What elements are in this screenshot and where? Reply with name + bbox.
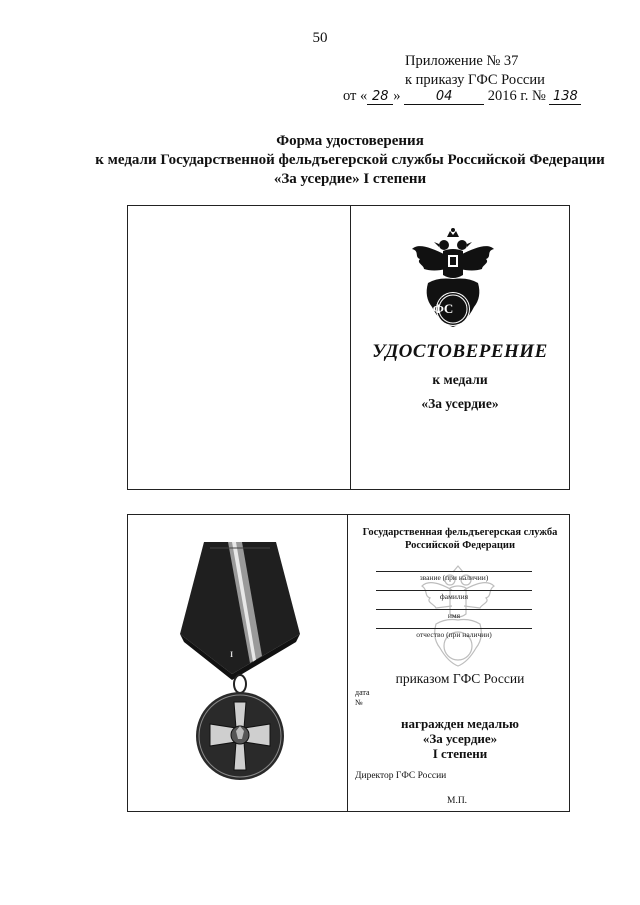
field-surname: фамилия [439, 592, 469, 601]
page-number: 50 [312, 30, 328, 46]
title-line-3: «За усердие» I степени [273, 171, 427, 187]
awarded-line-2: «За усердие» [422, 731, 498, 746]
order-year: 2016 г. № [487, 88, 546, 104]
appendix-order-ref: к приказу ГФС России [405, 72, 545, 88]
decree-line: приказом ГФС России [395, 671, 525, 686]
appendix-title: Приложение № 37 [405, 53, 519, 69]
organization-name [350, 526, 570, 552]
awarded-line-1: награжден медалью [401, 716, 519, 731]
title-line-2: к медали Государственной фельдъегерской службы Российской Федерации [95, 152, 605, 168]
order-month: 04 [404, 90, 484, 105]
name-line [376, 609, 532, 610]
emblem-initials: ФС [432, 301, 454, 316]
patronymic-line [376, 628, 532, 629]
certificate-medal-name: «За усердие» [421, 396, 499, 411]
awarded-text [350, 716, 570, 761]
rank-line [376, 571, 532, 572]
title-line-1: Форма удостоверения [276, 133, 424, 149]
ribbon-numeral: I [230, 650, 234, 659]
inner-fold-line [347, 515, 348, 811]
order-day: 28 [367, 90, 393, 105]
field-rank: звание (при наличии) [419, 573, 489, 582]
order-number: 138 [549, 90, 581, 105]
order-date-line [343, 88, 581, 105]
appendix-header [405, 52, 545, 90]
organization-name-line-2: Российской Федерации [404, 540, 516, 551]
medal-illustration [170, 538, 310, 798]
certificate-heading: УДОСТОВЕРЕНИЕ [372, 341, 548, 362]
organization-name-line-1: Государственная фельдъегерская служба [362, 527, 558, 538]
stamp-label: М.П. [447, 796, 468, 806]
director-signature-label: Директор ГФС России [355, 771, 447, 781]
field-patronymic: отчество (при наличии) [416, 630, 492, 639]
date-label: дата [355, 688, 370, 697]
surname-line [376, 590, 532, 591]
awarded-line-3: I степени [432, 746, 488, 761]
order-from-prefix: от « [343, 88, 368, 104]
eagle-emblem-icon [410, 227, 496, 333]
number-label: № [355, 698, 363, 707]
document-title [40, 132, 640, 189]
certificate-subtitle: к медали [432, 372, 488, 387]
order-quote-close: » [393, 88, 401, 104]
field-name: имя [447, 611, 461, 620]
